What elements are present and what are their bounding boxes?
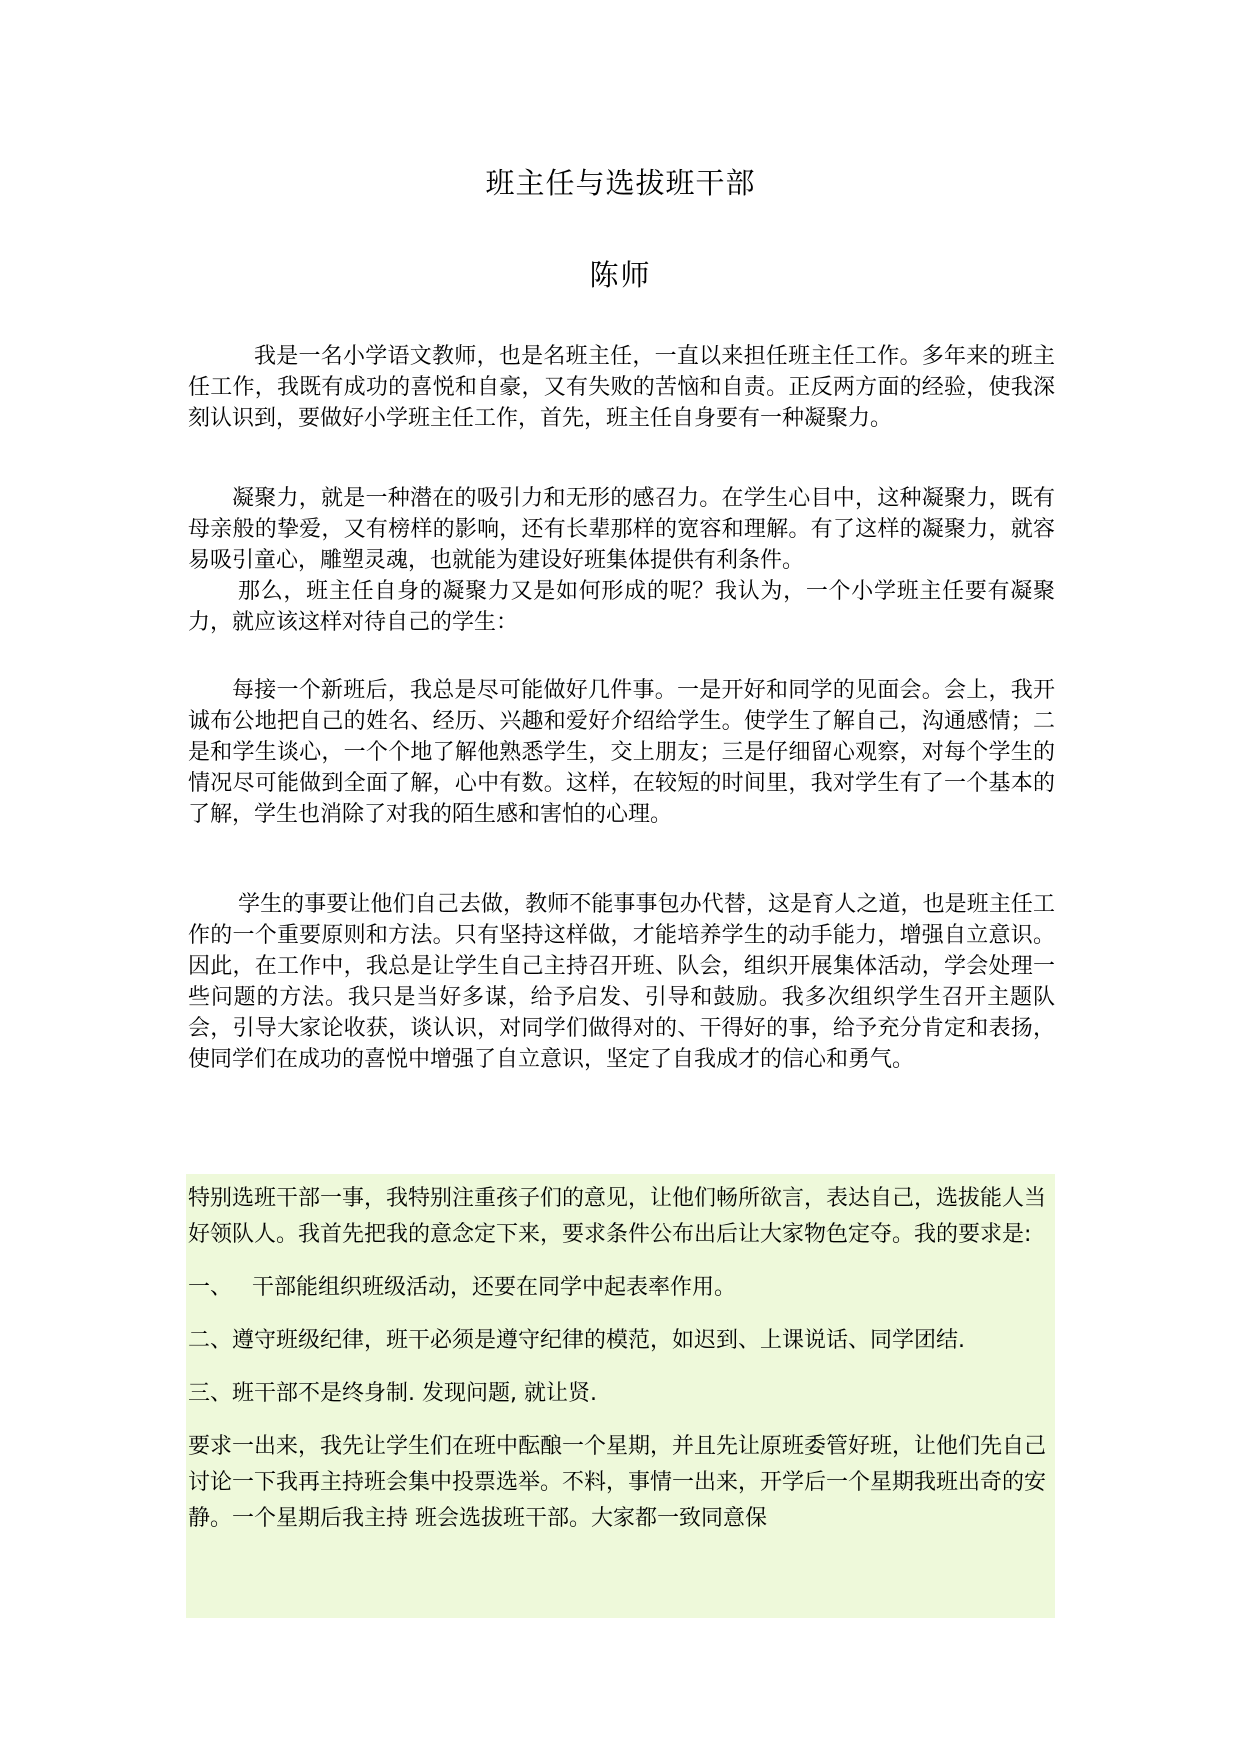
requirement-2: 二、遵守班级纪律，班干必须是遵守纪律的模范，如迟到、上课说话、同学团结. [188,1328,965,1353]
document-author: 陈师 [589,258,652,292]
requirement-1-number: 一、 [188,1275,233,1300]
document-title: 班主任与选拔班干部 [485,166,756,200]
paragraph-3: 那么，班主任自身的凝聚力又是如何形成的呢？我认为，一个小学班主任要有凝聚力，就应该这样对待自己的学生： [188,579,1055,635]
paragraph-1: 我是一名小学语文教师，也是名班主任，一直以来担任班主任工作。多年来的班主任工作，我既有成功的喜悦和自豪，又有失败的苦恼和自责。正反两方面的经验，使我深刻认识到，要做好小学班主任工作，首先，班主任自身要有一种凝聚力。 [188,344,1055,431]
body-section-4 [188,889,1055,1075]
requirement-1 [188,1270,1055,1306]
highlight-intro: 特别选班干部一事，我特别注重孩子们的意见，让他们畅所欲言，表达自己，选拔能人当好领队人。我首先把我的意念定下来，要求条件公布出后让大家物色定夺。我的要求是: [188,1186,1047,1247]
requirement-1-text: 干部能组织班级活动，还要在同学中起表率作用。 [252,1275,737,1300]
highlight-closing: 要求一出来，我先让学生们在班中酝酿一个星期，并且先让原班委管好班，让他们先自己讨论一下我再主持班会集中投票选举。不料，事情一出来，开学后一个星期我班出奇的安静。一个星期后我主持 班会选拔班干部。大家都一致同意保 [188,1434,1047,1531]
paragraph-5: 学生的事要让他们自己去做，教师不能事事包办代替，这是育人之道，也是班主任工作的一个重要原则和方法。只有坚持这样做，才能培养学生的动手能力，增强自立意识。因此，在工作中，我总是让学生自己主持召开班、队会，组织开展集体活动，学会处理一些问题的方法。我只是当好多谋，给予启发、引导和鼓励。我多次组织学生召开主题队会，引导大家论收获，谈认识，对同学们做得对的、干得好的事，给予充分肯定和表扬，使同学们在成功的喜悦中增强了自立意识，坚定了自我成才的信心和勇气。 [188,892,1055,1072]
highlighted-section [188,1181,1055,1537]
paragraph-4: 每接一个新班后，我总是尽可能做好几件事。一是开好和同学的见面会。会上，我开诚布公地把自己的姓名、经历、兴趣和爱好介绍给学生。使学生了解自己，沟通感情；二是和学生谈心，一个个地了解他熟悉学生，交上朋友；三是仔细留心观察，对每个学生的情况尽可能做到全面了解，心中有数。这样，在较短的时间里，我对学生有了一个基本的了解，学生也消除了对我的陌生感和害怕的心理。 [188,678,1055,827]
body-section-3 [188,675,1055,830]
body-section-1 [188,341,1055,434]
body-section-2 [188,483,1055,638]
requirement-3: 三、班干部不是终身制. 发现问题, 就让贤. [188,1381,597,1406]
paragraph-2: 凝聚力，就是一种潜在的吸引力和无形的感召力。在学生心目中，这种凝聚力，既有母亲般的挚爱，又有榜样的影响，还有长辈那样的宽容和理解。有了这样的凝聚力，就容易吸引童心，雕塑灵魂，也就能为建设好班集体提供有利条件。 [188,486,1055,573]
